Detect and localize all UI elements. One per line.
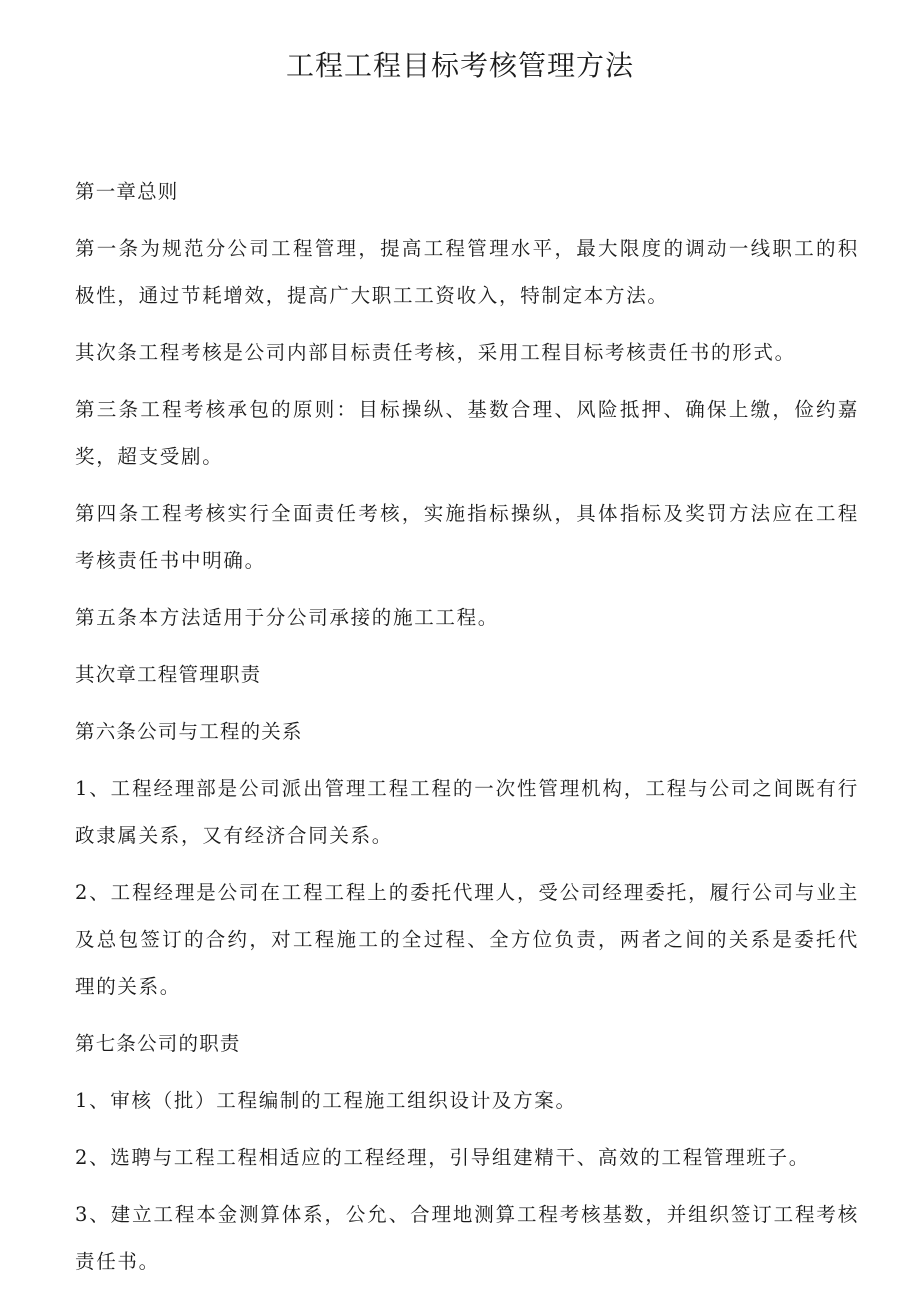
document-body [75, 168, 859, 1295]
document-title: 工程工程目标考核管理方法 [285, 49, 634, 82]
article-6-heading: 第六条公司与工程的关系 [75, 720, 303, 743]
chapter-heading-1: 第一章总则 [75, 180, 179, 203]
article-7-item-2: 2、选聘与工程工程相适应的工程经理，引导组建精干、高效的工程管理班子。 [75, 1146, 810, 1169]
article-7-heading: 第七条公司的职责 [75, 1032, 241, 1055]
article-4: 第四条工程考核实行全面责任考核，实施指标操纵，具体指标及奖罚方法应在工程考核责任书中明确。 [75, 502, 859, 572]
article-2: 其次条工程考核是公司内部目标责任考核，采用工程目标考核责任书的形式。 [75, 341, 796, 364]
article-1: 第一条为规范分公司工程管理，提高工程管理水平，最大限度的调动一线职工的积极性，通过节耗增效，提高广大职工工资收入，特制定本方法。 [75, 237, 859, 307]
chapter-heading-2: 其次章工程管理职责 [75, 663, 262, 686]
article-7-item-1: 1、审核（批）工程编制的工程施工组织设计及方案。 [75, 1089, 577, 1112]
article-5: 第五条本方法适用于分公司承接的施工工程。 [75, 606, 500, 629]
article-6-item-2: 2、工程经理是公司在工程工程上的委托代理人，受公司经理委托，履行公司与业主及总包签订的合约，对工程施工的全过程、全方位负责，两者之间的关系是委托代理的关系。 [75, 881, 859, 998]
article-3: 第三条工程考核承包的原则：目标操纵、基数合理、风险抵押、确保上缴，俭约嘉奖，超支受剧。 [75, 398, 859, 468]
article-7-item-3: 3、建立工程本金测算体系，公允、合理地测算工程考核基数，并组织签订工程考核责任书。 [75, 1203, 859, 1273]
article-6-item-1: 1、工程经理部是公司派出管理工程工程的一次性管理机构，工程与公司之间既有行政隶属关系，又有经济合同关系。 [75, 777, 859, 847]
